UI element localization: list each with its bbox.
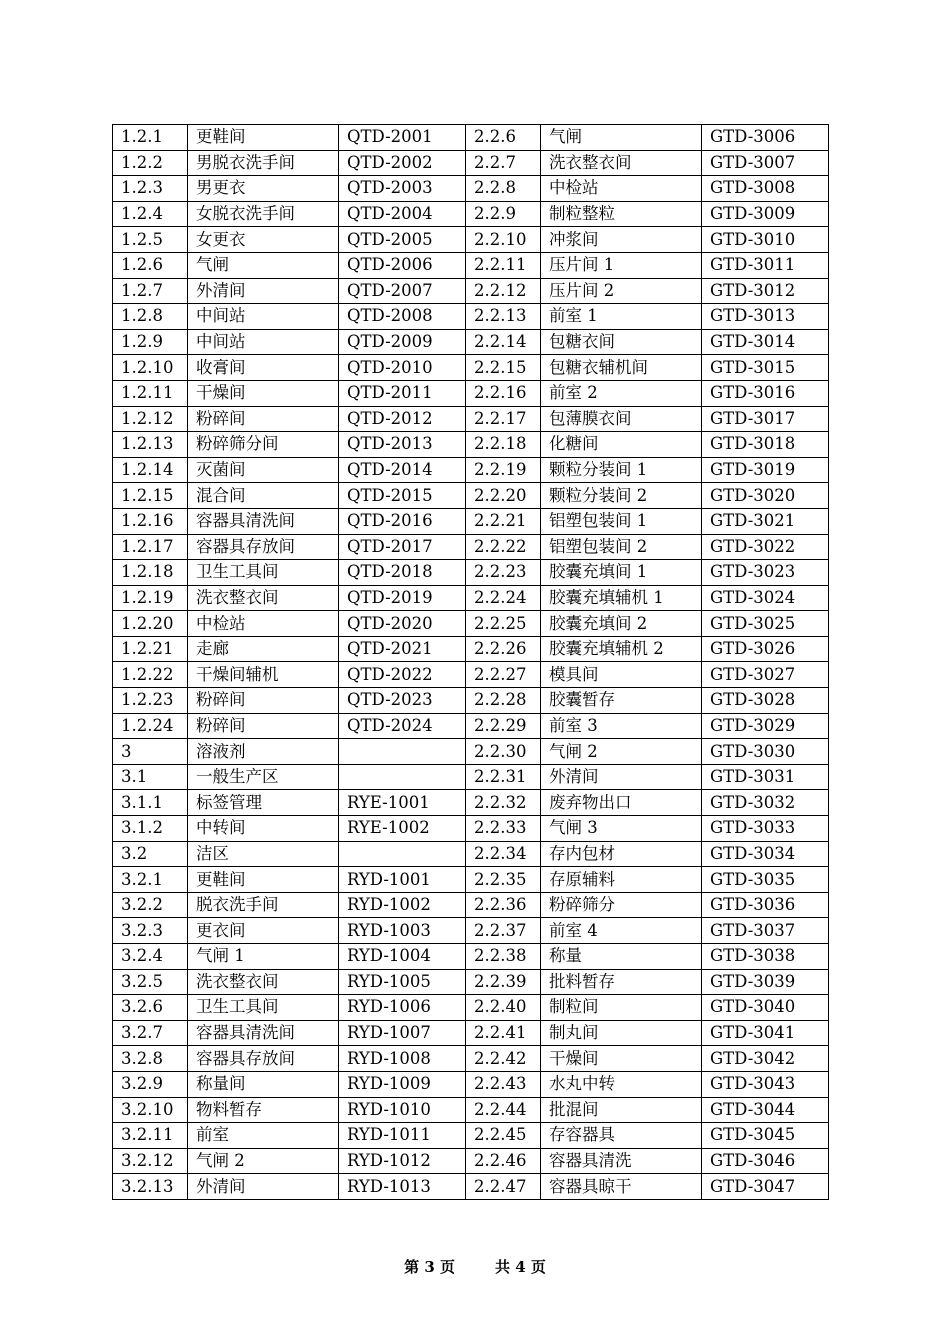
- left-code-cell: RYE-1001: [339, 790, 466, 816]
- right-room-name-cell: 洗衣整衣间: [541, 150, 702, 176]
- table-row: [113, 739, 829, 765]
- right-room-name-cell: 铝塑包装间 1: [541, 508, 702, 534]
- table-row: [113, 918, 829, 944]
- right-room-name-cell: 干燥间: [541, 1046, 702, 1072]
- left-number-cell: 3.2.8: [113, 1046, 188, 1072]
- right-code-cell: GTD-3029: [702, 713, 829, 739]
- left-number-cell: 3.1.1: [113, 790, 188, 816]
- right-room-name-cell: 压片间 2: [541, 278, 702, 304]
- right-number-cell: 2.2.46: [466, 1148, 541, 1174]
- right-room-name-cell: 冲浆间: [541, 227, 702, 253]
- table-row: [113, 125, 829, 151]
- left-code-cell: RYD-1008: [339, 1046, 466, 1072]
- right-room-name-cell: 称量: [541, 944, 702, 970]
- right-code-cell: GTD-3036: [702, 892, 829, 918]
- left-room-name-cell: 前室: [188, 1123, 339, 1149]
- left-room-name-cell: 容器具存放间: [188, 1046, 339, 1072]
- right-room-name-cell: 中检站: [541, 176, 702, 202]
- left-room-name-cell: 女更衣: [188, 227, 339, 253]
- right-number-cell: 2.2.13: [466, 304, 541, 330]
- left-number-cell: 3.2.11: [113, 1123, 188, 1149]
- right-room-name-cell: 水丸中转: [541, 1071, 702, 1097]
- right-number-cell: 2.2.37: [466, 918, 541, 944]
- left-code-cell: RYD-1001: [339, 867, 466, 893]
- left-room-name-cell: 混合间: [188, 483, 339, 509]
- right-number-cell: 2.2.19: [466, 457, 541, 483]
- right-number-cell: 2.2.17: [466, 406, 541, 432]
- left-code-cell: QTD-2016: [339, 508, 466, 534]
- left-code-cell: QTD-2023: [339, 688, 466, 714]
- left-room-name-cell: 容器具存放间: [188, 534, 339, 560]
- right-room-name-cell: 前室 2: [541, 380, 702, 406]
- left-code-cell: QTD-2014: [339, 457, 466, 483]
- right-number-cell: 2.2.27: [466, 662, 541, 688]
- right-number-cell: 2.2.29: [466, 713, 541, 739]
- left-code-cell: QTD-2013: [339, 432, 466, 458]
- right-number-cell: 2.2.21: [466, 508, 541, 534]
- right-room-name-cell: 前室 3: [541, 713, 702, 739]
- left-code-cell: QTD-2020: [339, 611, 466, 637]
- left-code-cell: QTD-2001: [339, 125, 466, 151]
- right-number-cell: 2.2.15: [466, 355, 541, 381]
- right-number-cell: 2.2.32: [466, 790, 541, 816]
- page-total: 共 4 页: [495, 1258, 546, 1276]
- right-room-name-cell: 胶囊充填辅机 1: [541, 585, 702, 611]
- left-code-cell: QTD-2004: [339, 201, 466, 227]
- left-number-cell: 1.2.5: [113, 227, 188, 253]
- right-room-name-cell: 颗粒分装间 1: [541, 457, 702, 483]
- right-room-name-cell: 制粒间: [541, 995, 702, 1021]
- right-room-name-cell: 气闸 3: [541, 816, 702, 842]
- right-code-cell: GTD-3042: [702, 1046, 829, 1072]
- left-room-name-cell: 中转间: [188, 816, 339, 842]
- left-code-cell: RYE-1002: [339, 816, 466, 842]
- left-number-cell: 1.2.20: [113, 611, 188, 637]
- left-code-cell: QTD-2011: [339, 380, 466, 406]
- right-code-cell: GTD-3020: [702, 483, 829, 509]
- right-room-name-cell: 存容器具: [541, 1123, 702, 1149]
- table-row: [113, 841, 829, 867]
- left-number-cell: 1.2.23: [113, 688, 188, 714]
- table-row: [113, 816, 829, 842]
- table-row: [113, 790, 829, 816]
- left-number-cell: 1.2.13: [113, 432, 188, 458]
- right-code-cell: GTD-3007: [702, 150, 829, 176]
- left-room-name-cell: 灭菌间: [188, 457, 339, 483]
- right-code-cell: GTD-3010: [702, 227, 829, 253]
- left-room-name-cell: 容器具清洗间: [188, 1020, 339, 1046]
- right-code-cell: GTD-3012: [702, 278, 829, 304]
- right-number-cell: 2.2.9: [466, 201, 541, 227]
- right-code-cell: GTD-3024: [702, 585, 829, 611]
- right-number-cell: 2.2.12: [466, 278, 541, 304]
- right-room-name-cell: 制丸间: [541, 1020, 702, 1046]
- left-room-name-cell: 称量间: [188, 1071, 339, 1097]
- left-number-cell: 1.2.15: [113, 483, 188, 509]
- left-code-cell: RYD-1007: [339, 1020, 466, 1046]
- left-number-cell: 3.2.3: [113, 918, 188, 944]
- left-code-cell: RYD-1005: [339, 969, 466, 995]
- right-room-name-cell: 废弃物出口: [541, 790, 702, 816]
- right-code-cell: GTD-3026: [702, 636, 829, 662]
- table-row: [113, 969, 829, 995]
- right-number-cell: 2.2.20: [466, 483, 541, 509]
- right-room-name-cell: 化糖间: [541, 432, 702, 458]
- table-row: [113, 585, 829, 611]
- right-number-cell: 2.2.28: [466, 688, 541, 714]
- left-code-cell: RYD-1011: [339, 1123, 466, 1149]
- left-number-cell: 1.2.24: [113, 713, 188, 739]
- left-room-name-cell: 外清间: [188, 278, 339, 304]
- right-number-cell: 2.2.40: [466, 995, 541, 1021]
- left-code-cell: QTD-2008: [339, 304, 466, 330]
- left-number-cell: 3.2.2: [113, 892, 188, 918]
- left-number-cell: 3.1: [113, 764, 188, 790]
- right-number-cell: 2.2.33: [466, 816, 541, 842]
- left-number-cell: 1.2.10: [113, 355, 188, 381]
- left-code-cell: QTD-2024: [339, 713, 466, 739]
- right-room-name-cell: 模具间: [541, 662, 702, 688]
- right-room-name-cell: 存原辅料: [541, 867, 702, 893]
- left-code-cell: QTD-2006: [339, 252, 466, 278]
- right-number-cell: 2.2.38: [466, 944, 541, 970]
- right-code-cell: GTD-3040: [702, 995, 829, 1021]
- left-room-name-cell: 走廊: [188, 636, 339, 662]
- table-row: [113, 252, 829, 278]
- left-room-name-cell: 粉碎筛分间: [188, 432, 339, 458]
- left-room-name-cell: 中间站: [188, 329, 339, 355]
- right-number-cell: 2.2.23: [466, 560, 541, 586]
- table-row: [113, 176, 829, 202]
- table-row: [113, 1071, 829, 1097]
- left-room-name-cell: 更鞋间: [188, 867, 339, 893]
- room-code-table: [112, 124, 829, 1200]
- table-row: [113, 508, 829, 534]
- left-room-name-cell: 卫生工具间: [188, 995, 339, 1021]
- right-code-cell: GTD-3039: [702, 969, 829, 995]
- left-code-cell: QTD-2018: [339, 560, 466, 586]
- left-code-cell: QTD-2015: [339, 483, 466, 509]
- left-number-cell: 1.2.9: [113, 329, 188, 355]
- table-row: [113, 867, 829, 893]
- table-row: [113, 150, 829, 176]
- table-row: [113, 560, 829, 586]
- page-footer: [0, 1256, 950, 1277]
- left-room-name-cell: 卫生工具间: [188, 560, 339, 586]
- right-code-cell: GTD-3043: [702, 1071, 829, 1097]
- table-row: [113, 713, 829, 739]
- left-room-name-cell: 女脱衣洗手间: [188, 201, 339, 227]
- right-number-cell: 2.2.34: [466, 841, 541, 867]
- table-row: [113, 662, 829, 688]
- left-room-name-cell: 容器具清洗间: [188, 508, 339, 534]
- right-number-cell: 2.2.41: [466, 1020, 541, 1046]
- right-code-cell: GTD-3047: [702, 1174, 829, 1200]
- table-row: [113, 278, 829, 304]
- right-room-name-cell: 前室 1: [541, 304, 702, 330]
- left-room-name-cell: 男脱衣洗手间: [188, 150, 339, 176]
- table-row: [113, 483, 829, 509]
- left-number-cell: 1.2.4: [113, 201, 188, 227]
- left-number-cell: 3.2.13: [113, 1174, 188, 1200]
- right-room-name-cell: 胶囊充填间 2: [541, 611, 702, 637]
- left-room-name-cell: 收膏间: [188, 355, 339, 381]
- left-number-cell: 3.2.9: [113, 1071, 188, 1097]
- right-code-cell: GTD-3014: [702, 329, 829, 355]
- right-room-name-cell: 存内包材: [541, 841, 702, 867]
- left-room-name-cell: 干燥间辅机: [188, 662, 339, 688]
- left-number-cell: 1.2.1: [113, 125, 188, 151]
- right-code-cell: GTD-3018: [702, 432, 829, 458]
- table-row: [113, 1097, 829, 1123]
- right-number-cell: 2.2.35: [466, 867, 541, 893]
- table-row: [113, 1020, 829, 1046]
- left-number-cell: 1.2.2: [113, 150, 188, 176]
- table-row: [113, 636, 829, 662]
- left-number-cell: 3.2.1: [113, 867, 188, 893]
- right-code-cell: GTD-3015: [702, 355, 829, 381]
- left-number-cell: 1.2.6: [113, 252, 188, 278]
- left-code-cell: QTD-2019: [339, 585, 466, 611]
- left-code-cell: QTD-2009: [339, 329, 466, 355]
- left-room-name-cell: 更衣间: [188, 918, 339, 944]
- right-room-name-cell: 前室 4: [541, 918, 702, 944]
- right-number-cell: 2.2.22: [466, 534, 541, 560]
- right-code-cell: GTD-3017: [702, 406, 829, 432]
- left-code-cell: RYD-1010: [339, 1097, 466, 1123]
- right-number-cell: 2.2.45: [466, 1123, 541, 1149]
- left-code-cell: RYD-1003: [339, 918, 466, 944]
- right-room-name-cell: 外清间: [541, 764, 702, 790]
- left-room-name-cell: 中间站: [188, 304, 339, 330]
- left-number-cell: 1.2.17: [113, 534, 188, 560]
- left-number-cell: 1.2.11: [113, 380, 188, 406]
- right-code-cell: GTD-3041: [702, 1020, 829, 1046]
- right-number-cell: 2.2.14: [466, 329, 541, 355]
- table-row: [113, 1046, 829, 1072]
- right-number-cell: 2.2.36: [466, 892, 541, 918]
- left-code-cell: QTD-2021: [339, 636, 466, 662]
- left-code-cell: QTD-2022: [339, 662, 466, 688]
- right-number-cell: 2.2.16: [466, 380, 541, 406]
- right-number-cell: 2.2.31: [466, 764, 541, 790]
- right-code-cell: GTD-3019: [702, 457, 829, 483]
- left-number-cell: 1.2.8: [113, 304, 188, 330]
- left-number-cell: 1.2.12: [113, 406, 188, 432]
- table-row: [113, 764, 829, 790]
- right-room-name-cell: 压片间 1: [541, 252, 702, 278]
- right-room-name-cell: 容器具晾干: [541, 1174, 702, 1200]
- table-row: [113, 944, 829, 970]
- right-number-cell: 2.2.44: [466, 1097, 541, 1123]
- right-code-cell: GTD-3011: [702, 252, 829, 278]
- left-room-name-cell: 洁区: [188, 841, 339, 867]
- right-room-name-cell: 批料暂存: [541, 969, 702, 995]
- table-row: [113, 380, 829, 406]
- left-code-cell: RYD-1013: [339, 1174, 466, 1200]
- table-row: [113, 227, 829, 253]
- left-room-name-cell: 气闸: [188, 252, 339, 278]
- left-room-name-cell: 脱衣洗手间: [188, 892, 339, 918]
- left-number-cell: 1.2.3: [113, 176, 188, 202]
- table-row: [113, 688, 829, 714]
- right-number-cell: 2.2.10: [466, 227, 541, 253]
- right-room-name-cell: 胶囊充填间 1: [541, 560, 702, 586]
- right-number-cell: 2.2.11: [466, 252, 541, 278]
- table-row: [113, 432, 829, 458]
- left-room-name-cell: 气闸 2: [188, 1148, 339, 1174]
- right-number-cell: 2.2.42: [466, 1046, 541, 1072]
- table-row: [113, 1123, 829, 1149]
- right-room-name-cell: 粉碎筛分: [541, 892, 702, 918]
- right-code-cell: GTD-3046: [702, 1148, 829, 1174]
- right-room-name-cell: 包糖衣间: [541, 329, 702, 355]
- right-code-cell: GTD-3021: [702, 508, 829, 534]
- left-code-cell: QTD-2003: [339, 176, 466, 202]
- right-code-cell: GTD-3006: [702, 125, 829, 151]
- right-number-cell: 2.2.30: [466, 739, 541, 765]
- left-code-cell: QTD-2010: [339, 355, 466, 381]
- table-row: [113, 201, 829, 227]
- right-room-name-cell: 胶囊充填辅机 2: [541, 636, 702, 662]
- left-room-name-cell: 洗衣整衣间: [188, 969, 339, 995]
- room-code-table-body: [113, 125, 829, 1200]
- right-code-cell: GTD-3008: [702, 176, 829, 202]
- table-row: [113, 1148, 829, 1174]
- left-room-name-cell: 外清间: [188, 1174, 339, 1200]
- left-code-cell: [339, 841, 466, 867]
- right-code-cell: GTD-3045: [702, 1123, 829, 1149]
- right-code-cell: GTD-3038: [702, 944, 829, 970]
- right-room-name-cell: 胶囊暂存: [541, 688, 702, 714]
- left-number-cell: 1.2.19: [113, 585, 188, 611]
- left-code-cell: QTD-2005: [339, 227, 466, 253]
- left-room-name-cell: 男更衣: [188, 176, 339, 202]
- right-room-name-cell: 气闸 2: [541, 739, 702, 765]
- left-room-name-cell: 干燥间: [188, 380, 339, 406]
- right-code-cell: GTD-3025: [702, 611, 829, 637]
- left-code-cell: RYD-1009: [339, 1071, 466, 1097]
- left-code-cell: QTD-2007: [339, 278, 466, 304]
- left-room-name-cell: 粉碎间: [188, 713, 339, 739]
- left-room-name-cell: 标签管理: [188, 790, 339, 816]
- right-code-cell: GTD-3028: [702, 688, 829, 714]
- right-number-cell: 2.2.18: [466, 432, 541, 458]
- table-row: [113, 534, 829, 560]
- table-row: [113, 457, 829, 483]
- left-number-cell: 3.2.4: [113, 944, 188, 970]
- right-code-cell: GTD-3033: [702, 816, 829, 842]
- left-room-name-cell: 一般生产区: [188, 764, 339, 790]
- left-code-cell: RYD-1006: [339, 995, 466, 1021]
- page-number: 第 3 页: [404, 1258, 455, 1276]
- table-row: [113, 355, 829, 381]
- left-code-cell: [339, 739, 466, 765]
- right-code-cell: GTD-3013: [702, 304, 829, 330]
- left-room-name-cell: 更鞋间: [188, 125, 339, 151]
- left-room-name-cell: 中检站: [188, 611, 339, 637]
- left-room-name-cell: 溶液剂: [188, 739, 339, 765]
- right-number-cell: 2.2.25: [466, 611, 541, 637]
- left-code-cell: RYD-1012: [339, 1148, 466, 1174]
- left-code-cell: RYD-1004: [339, 944, 466, 970]
- left-number-cell: 1.2.16: [113, 508, 188, 534]
- left-code-cell: QTD-2017: [339, 534, 466, 560]
- right-code-cell: GTD-3031: [702, 764, 829, 790]
- right-room-name-cell: 包糖衣辅机间: [541, 355, 702, 381]
- table-row: [113, 329, 829, 355]
- left-number-cell: 1.2.21: [113, 636, 188, 662]
- left-number-cell: 1.2.18: [113, 560, 188, 586]
- left-room-name-cell: 气闸 1: [188, 944, 339, 970]
- right-code-cell: GTD-3032: [702, 790, 829, 816]
- left-number-cell: 1.2.7: [113, 278, 188, 304]
- table-row: [113, 406, 829, 432]
- right-number-cell: 2.2.24: [466, 585, 541, 611]
- right-number-cell: 2.2.47: [466, 1174, 541, 1200]
- left-number-cell: 1.2.22: [113, 662, 188, 688]
- left-code-cell: RYD-1002: [339, 892, 466, 918]
- left-number-cell: 3.2.12: [113, 1148, 188, 1174]
- left-number-cell: 3.2: [113, 841, 188, 867]
- right-room-name-cell: 包薄膜衣间: [541, 406, 702, 432]
- right-code-cell: GTD-3030: [702, 739, 829, 765]
- right-number-cell: 2.2.8: [466, 176, 541, 202]
- right-number-cell: 2.2.7: [466, 150, 541, 176]
- left-room-name-cell: 洗衣整衣间: [188, 585, 339, 611]
- table-row: [113, 1174, 829, 1200]
- left-number-cell: 1.2.14: [113, 457, 188, 483]
- left-number-cell: 3.1.2: [113, 816, 188, 842]
- right-room-name-cell: 气闸: [541, 125, 702, 151]
- table-row: [113, 892, 829, 918]
- left-number-cell: 3.2.10: [113, 1097, 188, 1123]
- left-number-cell: 3.2.7: [113, 1020, 188, 1046]
- right-code-cell: GTD-3027: [702, 662, 829, 688]
- left-room-name-cell: 粉碎间: [188, 406, 339, 432]
- left-number-cell: 3.2.5: [113, 969, 188, 995]
- table-row: [113, 611, 829, 637]
- right-code-cell: GTD-3022: [702, 534, 829, 560]
- left-number-cell: 3: [113, 739, 188, 765]
- left-code-cell: QTD-2012: [339, 406, 466, 432]
- right-code-cell: GTD-3037: [702, 918, 829, 944]
- right-room-name-cell: 批混间: [541, 1097, 702, 1123]
- right-number-cell: 2.2.39: [466, 969, 541, 995]
- left-code-cell: [339, 764, 466, 790]
- right-code-cell: GTD-3035: [702, 867, 829, 893]
- right-code-cell: GTD-3023: [702, 560, 829, 586]
- right-room-name-cell: 铝塑包装间 2: [541, 534, 702, 560]
- left-room-name-cell: 物料暂存: [188, 1097, 339, 1123]
- right-room-name-cell: 制粒整粒: [541, 201, 702, 227]
- right-room-name-cell: 容器具清洗: [541, 1148, 702, 1174]
- right-room-name-cell: 颗粒分装间 2: [541, 483, 702, 509]
- table-row: [113, 995, 829, 1021]
- left-room-name-cell: 粉碎间: [188, 688, 339, 714]
- table-row: [113, 304, 829, 330]
- right-number-cell: 2.2.6: [466, 125, 541, 151]
- right-code-cell: GTD-3009: [702, 201, 829, 227]
- left-code-cell: QTD-2002: [339, 150, 466, 176]
- right-number-cell: 2.2.26: [466, 636, 541, 662]
- right-code-cell: GTD-3016: [702, 380, 829, 406]
- right-code-cell: GTD-3044: [702, 1097, 829, 1123]
- right-code-cell: GTD-3034: [702, 841, 829, 867]
- left-number-cell: 3.2.6: [113, 995, 188, 1021]
- right-number-cell: 2.2.43: [466, 1071, 541, 1097]
